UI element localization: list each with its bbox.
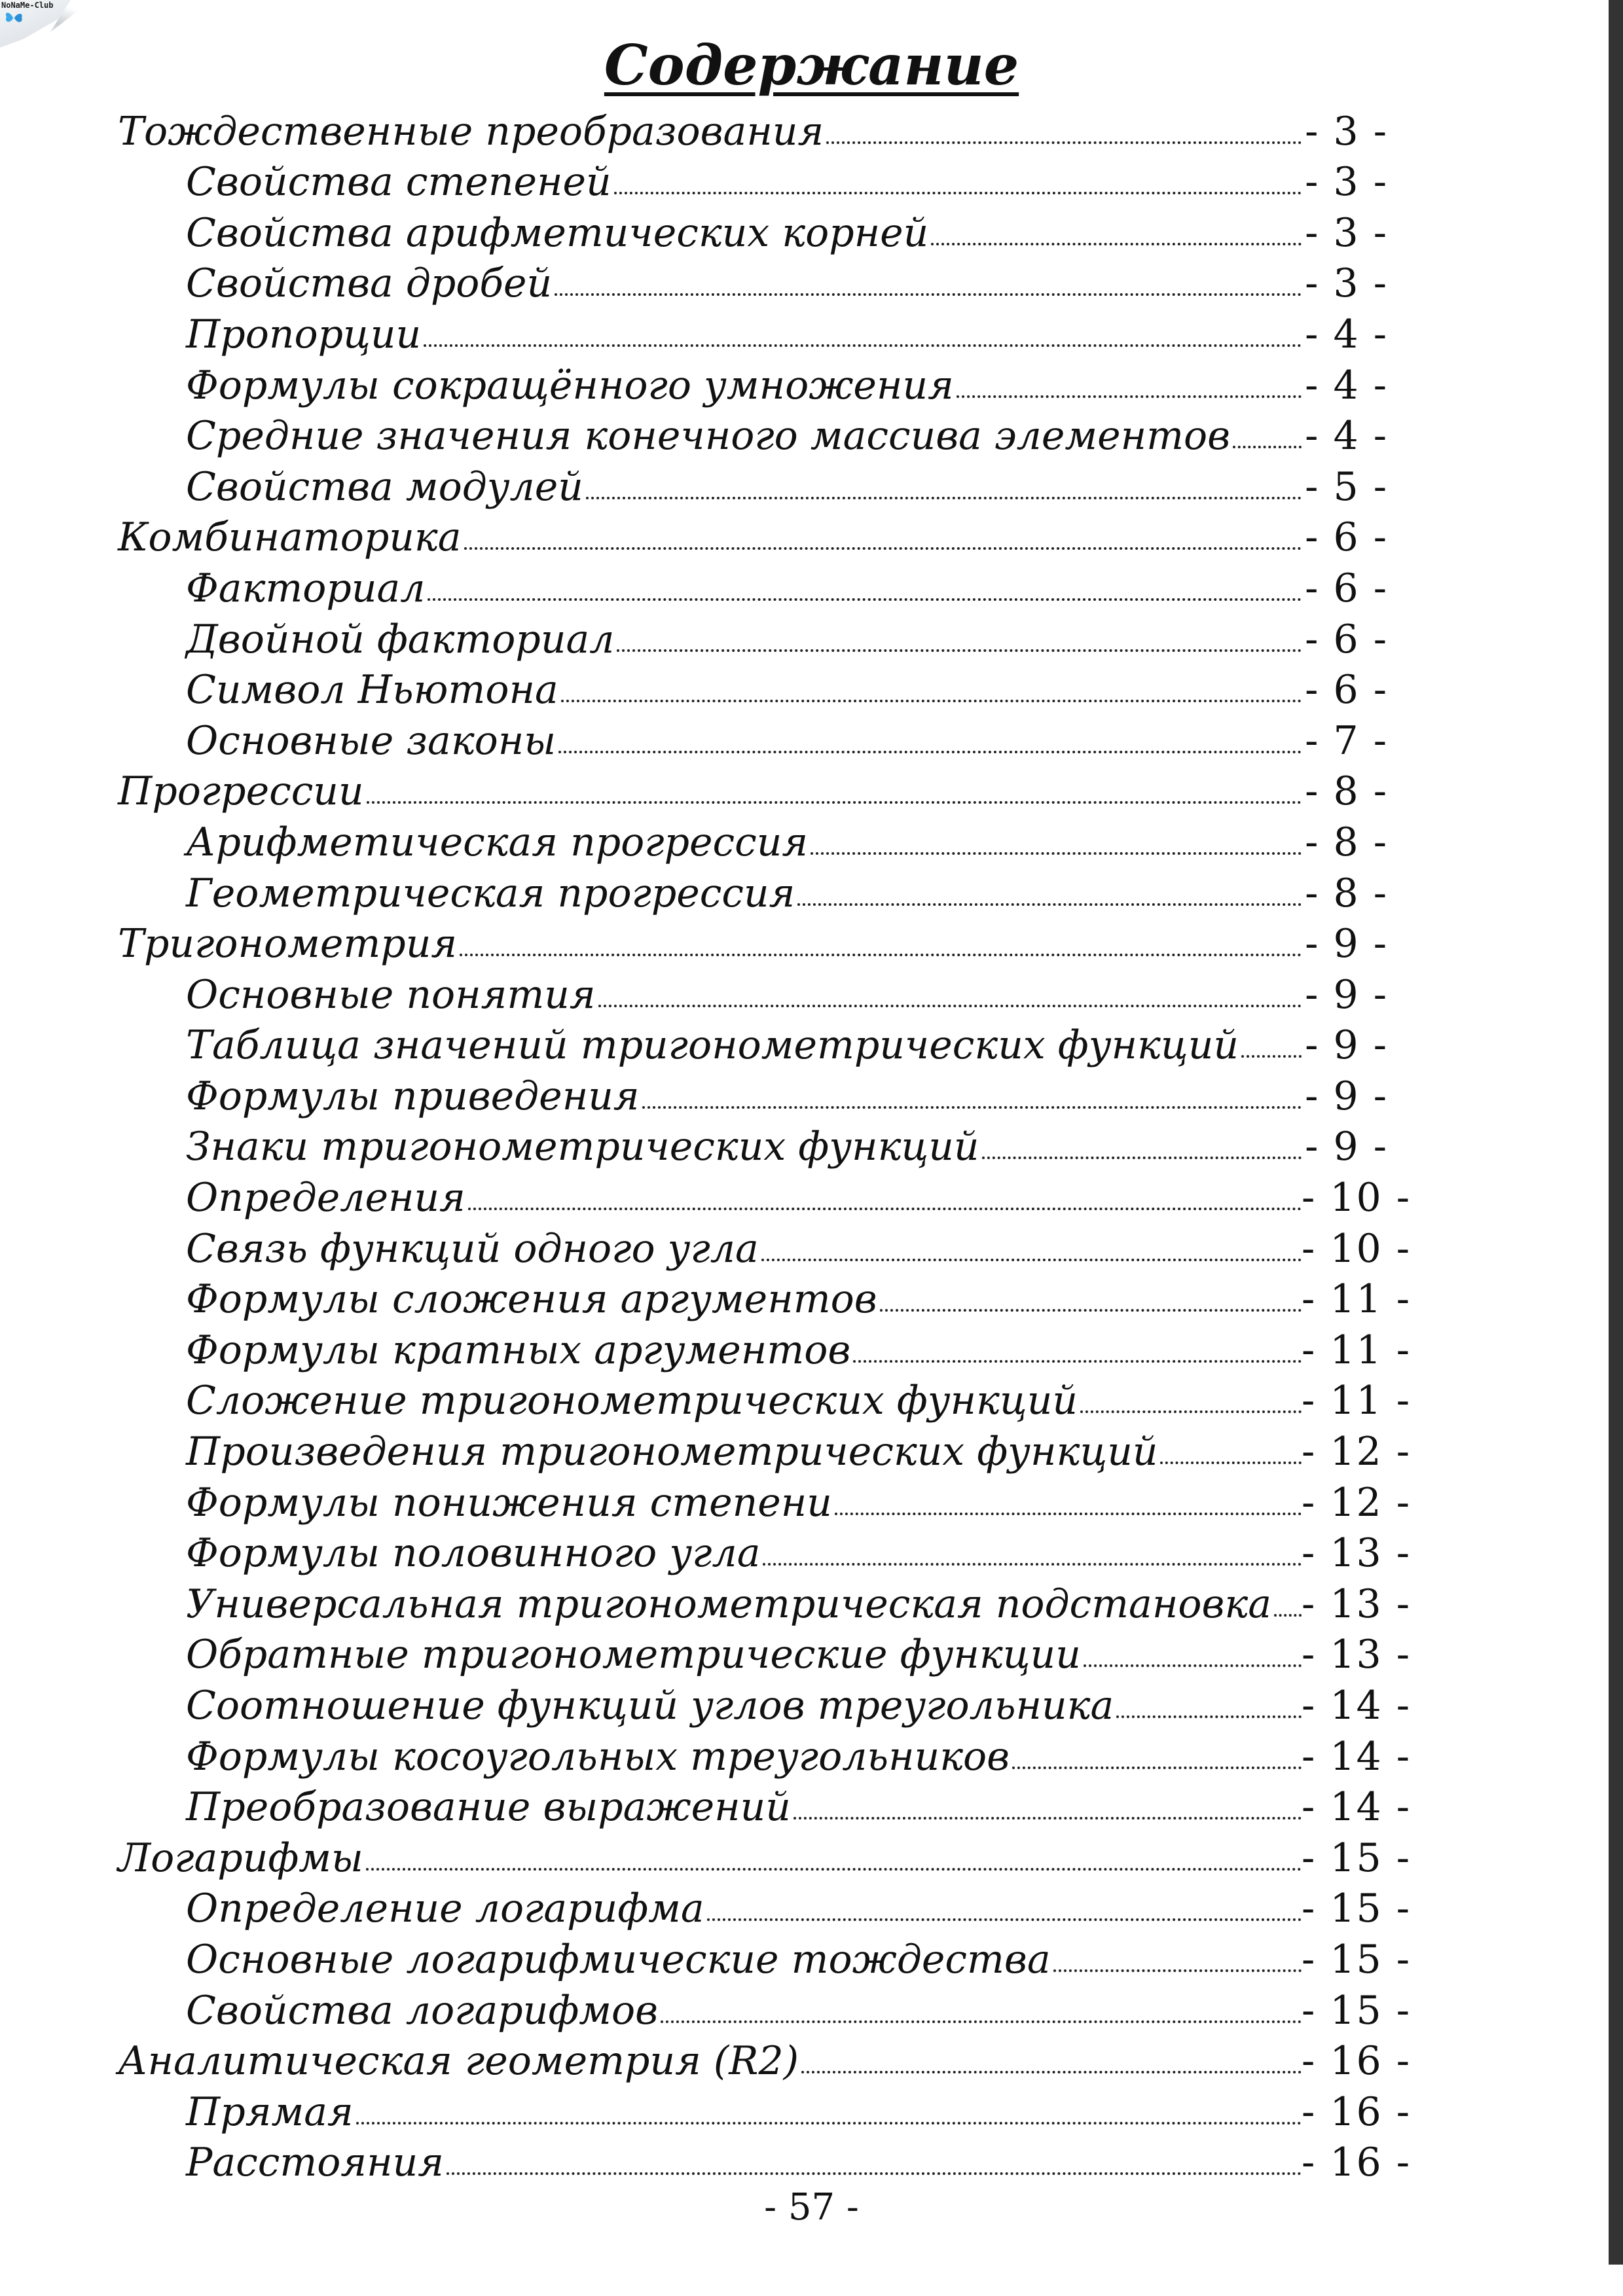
dot-leader bbox=[1080, 1410, 1302, 1413]
toc-entry-page: - 6 - bbox=[1305, 667, 1388, 713]
toc-entry-page: - 13 - bbox=[1302, 1581, 1412, 1627]
toc-entry-label: Расстояния bbox=[186, 2141, 447, 2184]
toc-subsection-entry[interactable] bbox=[118, 356, 1388, 407]
toc-entry-label: Формулы кратных аргументов bbox=[186, 1329, 853, 1372]
dot-leader bbox=[356, 2122, 1302, 2125]
toc-entry-label: Свойства логарифмов bbox=[186, 1989, 661, 2032]
toc-entry-label: Универсальная тригонометрическая подстановка bbox=[186, 1583, 1274, 1626]
toc-subsection-entry[interactable] bbox=[118, 153, 1388, 204]
dot-leader bbox=[1116, 1715, 1302, 1718]
toc-entry-label: Аналитическая геометрия (R2) bbox=[118, 2039, 801, 2083]
dot-leader bbox=[811, 852, 1302, 855]
dot-leader bbox=[598, 1005, 1302, 1007]
toc-entry-label: Формулы сложения аргументов bbox=[186, 1278, 880, 1321]
dot-leader bbox=[367, 801, 1302, 804]
toc-entry-page: - 4 - bbox=[1305, 413, 1388, 459]
dot-leader bbox=[880, 1309, 1302, 1312]
toc-entry-page: - 6 - bbox=[1305, 616, 1388, 662]
page-edge-shadow bbox=[1609, 0, 1623, 2265]
toc-section-entry[interactable] bbox=[118, 102, 1388, 153]
dot-leader bbox=[424, 344, 1302, 347]
toc-entry-page: - 4 - bbox=[1305, 311, 1388, 357]
toc-entry-page: - 12 - bbox=[1302, 1479, 1412, 1526]
dot-leader bbox=[982, 1157, 1302, 1159]
toc-entry-label: Соотношение функций углов треугольника bbox=[186, 1684, 1116, 1727]
toc-subsection-entry[interactable] bbox=[118, 1626, 1412, 1678]
toc-entry-page: - 3 - bbox=[1305, 159, 1388, 206]
toc-entry-label: Основные понятия bbox=[186, 973, 598, 1016]
toc-entry-label: Сложение тригонометрических функций bbox=[186, 1379, 1080, 1422]
dot-leader bbox=[1160, 1462, 1302, 1464]
toc-entry-page: - 11 - bbox=[1302, 1276, 1412, 1323]
dot-leader bbox=[763, 1563, 1302, 1566]
toc-entry-page: - 15 - bbox=[1302, 1835, 1412, 1881]
dot-leader bbox=[853, 1360, 1302, 1363]
toc-subsection-entry[interactable] bbox=[118, 1676, 1412, 1729]
dot-leader bbox=[617, 649, 1302, 652]
toc-entry-label: Определения bbox=[186, 1176, 468, 1219]
toc-entry-page: - 5 - bbox=[1305, 463, 1388, 510]
dot-leader bbox=[642, 1106, 1302, 1109]
toc-entry-page: - 11 - bbox=[1302, 1327, 1412, 1373]
toc-subsection-entry[interactable] bbox=[118, 661, 1388, 712]
toc-entry-page: - 7 - bbox=[1305, 717, 1388, 764]
dot-leader bbox=[555, 293, 1302, 296]
dot-leader bbox=[1274, 1614, 1302, 1617]
dot-leader bbox=[460, 954, 1302, 956]
toc-entry-page: - 12 - bbox=[1302, 1429, 1412, 1475]
toc-entry-label: Символ Ньютона bbox=[186, 668, 561, 711]
toc-subsection-entry[interactable] bbox=[118, 1270, 1412, 1323]
dot-leader bbox=[447, 2172, 1302, 2175]
toc-entry-label: Связь функций одного угла bbox=[186, 1227, 761, 1270]
toc-subsection-entry[interactable] bbox=[118, 204, 1388, 255]
toc-entry-label: Факториал bbox=[186, 567, 428, 610]
toc-entry-label: Основные логарифмические тождества bbox=[186, 1938, 1053, 1981]
toc-subsection-entry[interactable] bbox=[118, 1118, 1388, 1169]
toc-entry-page: - 8 - bbox=[1305, 870, 1388, 916]
dot-leader bbox=[1053, 1969, 1302, 1972]
toc-subsection-entry[interactable] bbox=[118, 1880, 1412, 1932]
toc-entry-label: Формулы косоугольных треугольников bbox=[186, 1735, 1012, 1778]
watermark-text: NoNaMe-Club bbox=[1, 1, 54, 10]
dot-leader bbox=[761, 1259, 1302, 1261]
dot-leader bbox=[797, 903, 1302, 906]
toc-entry-label: Формулы половинного угла bbox=[186, 1532, 763, 1575]
toc-entry-page: - 3 - bbox=[1305, 108, 1388, 154]
toc-entry-page: - 4 - bbox=[1305, 362, 1388, 408]
toc-subsection-entry[interactable] bbox=[118, 1473, 1412, 1526]
toc-entry-label: Комбинаторика bbox=[118, 516, 464, 559]
toc-entry-page: - 10 - bbox=[1302, 1225, 1412, 1272]
dot-leader bbox=[707, 1918, 1302, 1921]
toc-entry-label: Логарифмы bbox=[118, 1837, 366, 1880]
toc-entry-label: Средние значения конечного массива элементов bbox=[186, 414, 1233, 457]
dot-leader bbox=[428, 598, 1302, 601]
toc-subsection-entry[interactable] bbox=[118, 559, 1388, 610]
toc-entry-label: Свойства арифметических корней bbox=[186, 211, 931, 255]
toc-entry-label: Прямая bbox=[186, 2090, 356, 2134]
toc-entry-label: Пропорции bbox=[186, 313, 424, 356]
dot-leader bbox=[1084, 1664, 1302, 1667]
toc-subsection-entry[interactable] bbox=[118, 1321, 1412, 1373]
toc-entry-page: - 15 - bbox=[1302, 1987, 1412, 2034]
toc-entry-page: - 16 - bbox=[1302, 2038, 1412, 2085]
dot-leader bbox=[558, 751, 1302, 753]
toc-entry-label: Произведения тригонометрических функций bbox=[186, 1430, 1160, 1473]
toc-entry-label: Преобразование выражений bbox=[186, 1785, 793, 1829]
toc-entry-page: - 9 - bbox=[1305, 971, 1388, 1018]
toc-entry-label: Формулы сокращённого умножения bbox=[186, 364, 957, 407]
toc-subsection-entry[interactable] bbox=[118, 1524, 1412, 1577]
toc-subsection-entry[interactable] bbox=[118, 1219, 1412, 1272]
toc-entry-page: - 9 - bbox=[1305, 921, 1388, 967]
dot-leader bbox=[586, 497, 1302, 499]
toc-section-entry[interactable] bbox=[118, 915, 1388, 966]
toc-section-entry[interactable] bbox=[118, 762, 1388, 814]
dot-leader bbox=[614, 192, 1302, 194]
toc-entry-page: - 16 - bbox=[1302, 2089, 1412, 2135]
dot-leader bbox=[957, 395, 1302, 398]
toc-subsection-entry[interactable] bbox=[118, 407, 1388, 458]
dot-leader bbox=[801, 2071, 1302, 2073]
toc-entry-label: Арифметическая прогрессия bbox=[186, 821, 811, 864]
toc-entry-label: Основные законы bbox=[186, 719, 558, 762]
toc-subsection-entry[interactable] bbox=[118, 2083, 1412, 2135]
toc-subsection-entry[interactable] bbox=[118, 1372, 1412, 1424]
toc-entry-page: - 11 - bbox=[1302, 1378, 1412, 1424]
page-title: Содержание bbox=[604, 33, 1019, 98]
toc-entry-label: Формулы приведения bbox=[186, 1075, 642, 1118]
toc-entry-page: - 14 - bbox=[1302, 1733, 1412, 1780]
butterfly-icon bbox=[4, 10, 24, 25]
dot-leader bbox=[1241, 1055, 1302, 1058]
toc-subsection-entry[interactable] bbox=[118, 457, 1388, 509]
toc-entry-page: - 15 - bbox=[1302, 1886, 1412, 1932]
toc-entry-page: - 3 - bbox=[1305, 260, 1388, 307]
toc-entry-label: Прогрессии bbox=[118, 770, 367, 813]
toc-subsection-entry[interactable] bbox=[118, 1778, 1412, 1831]
toc-entry-label: Определение логарифма bbox=[186, 1887, 707, 1930]
dot-leader bbox=[464, 547, 1302, 550]
dot-leader bbox=[835, 1513, 1302, 1515]
toc-subsection-entry[interactable] bbox=[118, 1575, 1412, 1627]
toc-entry-label: Формулы понижения степени bbox=[186, 1481, 835, 1524]
toc-entry-page: - 16 - bbox=[1302, 2140, 1412, 2186]
toc-subsection-entry[interactable] bbox=[118, 965, 1388, 1016]
toc-entry-page: - 6 - bbox=[1305, 565, 1388, 611]
toc-subsection-entry[interactable] bbox=[118, 2134, 1412, 2186]
toc-entry-page: - 14 - bbox=[1302, 1784, 1412, 1831]
toc-entry-page: - 15 - bbox=[1302, 1936, 1412, 1982]
toc-subsection-entry[interactable] bbox=[118, 711, 1388, 762]
table-of-contents bbox=[118, 102, 1412, 2186]
toc-subsection-entry[interactable] bbox=[118, 305, 1388, 356]
toc-entry-page: - 10 - bbox=[1302, 1175, 1412, 1221]
toc-entry-page: - 8 - bbox=[1305, 768, 1388, 815]
toc-subsection-entry[interactable] bbox=[118, 1067, 1388, 1118]
toc-subsection-entry[interactable] bbox=[118, 610, 1388, 661]
toc-entry-page: - 13 - bbox=[1302, 1530, 1412, 1577]
toc-entry-page: - 14 - bbox=[1302, 1683, 1412, 1729]
toc-entry-label: Свойства степеней bbox=[186, 160, 614, 204]
dot-leader bbox=[366, 1868, 1302, 1871]
toc-subsection-entry[interactable] bbox=[118, 864, 1388, 915]
toc-entry-label: Обратные тригонометрические функции bbox=[186, 1633, 1084, 1676]
toc-entry-label: Тригонометрия bbox=[118, 922, 460, 965]
toc-subsection-entry[interactable] bbox=[118, 1981, 1412, 2034]
toc-subsection-entry[interactable] bbox=[118, 813, 1388, 864]
toc-section-entry[interactable] bbox=[118, 509, 1388, 560]
toc-entry-page: - 3 - bbox=[1305, 209, 1388, 256]
dot-leader bbox=[826, 141, 1302, 144]
dot-leader bbox=[561, 700, 1302, 702]
toc-entry-label: Таблица значений тригонометрических функций bbox=[186, 1024, 1241, 1067]
toc-subsection-entry[interactable] bbox=[118, 1727, 1412, 1780]
dot-leader bbox=[1233, 446, 1302, 448]
toc-entry-page: - 8 - bbox=[1305, 819, 1388, 865]
dot-leader bbox=[931, 243, 1302, 245]
toc-subsection-entry[interactable] bbox=[118, 255, 1388, 306]
toc-entry-label: Геометрическая прогрессия bbox=[186, 872, 797, 915]
toc-subsection-entry[interactable] bbox=[118, 1168, 1412, 1221]
toc-entry-label: Тождественные преобразования bbox=[118, 110, 826, 153]
toc-entry-label: Свойства дробей bbox=[186, 262, 555, 305]
dot-leader bbox=[1012, 1767, 1302, 1769]
toc-section-entry[interactable] bbox=[118, 1829, 1412, 1881]
toc-subsection-entry[interactable] bbox=[118, 1016, 1388, 1067]
toc-section-entry[interactable] bbox=[118, 2032, 1412, 2085]
toc-subsection-entry[interactable] bbox=[118, 1422, 1412, 1475]
toc-entry-page: - 9 - bbox=[1305, 1124, 1388, 1170]
toc-entry-label: Двойной факториал bbox=[186, 618, 617, 661]
toc-entry-page: - 9 - bbox=[1305, 1073, 1388, 1119]
toc-entry-label: Знаки тригонометрических функций bbox=[186, 1125, 982, 1168]
toc-entry-page: - 13 - bbox=[1302, 1632, 1412, 1678]
dot-leader bbox=[793, 1817, 1302, 1820]
dot-leader bbox=[661, 2020, 1302, 2023]
toc-entry-page: - 9 - bbox=[1305, 1022, 1388, 1069]
dot-leader bbox=[468, 1208, 1302, 1210]
page-number: - 57 - bbox=[764, 2186, 859, 2229]
toc-entry-page: - 6 - bbox=[1305, 514, 1388, 561]
toc-entry-label: Свойства модулей bbox=[186, 465, 586, 509]
toc-subsection-entry[interactable] bbox=[118, 1930, 1412, 1982]
